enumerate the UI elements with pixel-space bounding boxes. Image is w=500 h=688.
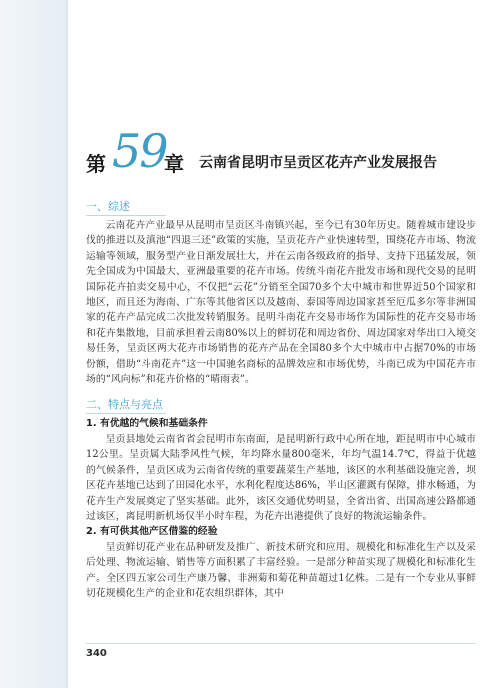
experience-paragraph: 呈贡鲜切花产业在品种研发及推广、新技术研究和应用、规模化和标准化生产以及采后处理、物流运输、销售等方面积累了丰富经验。一是部分种苗实现了规模化和标准化生产。全区四五家公司生产康乃馨、非洲菊和菊花种苗超过1亿株。二是有一个专业从事鲜切花规模化生产的企业和花农组织群体，其中	[86, 541, 476, 599]
chapter-prefix: 第	[86, 152, 106, 176]
section-heading-overview: 一、综述	[86, 198, 166, 216]
chapter-suffix: 章	[164, 152, 184, 176]
chapter-header	[86, 124, 486, 182]
page-side-band	[0, 0, 66, 688]
section-heading-features: 二、特点与亮点	[86, 396, 166, 414]
subsection-heading-climate: 1. 有优越的气候和基础条件	[86, 418, 208, 430]
page-side-band-edge	[66, 0, 68, 688]
page-body	[86, 198, 476, 601]
page-number: 340	[86, 648, 107, 659]
footer-divider	[86, 643, 476, 644]
chapter-number: 59	[112, 124, 167, 178]
subsection-heading-experience: 2. 有可供其他产区借鉴的经验	[86, 526, 218, 538]
climate-paragraph: 呈贡县地处云南省省会昆明市东南面，是昆明新行政中心所在地，距昆明市中心城市12公里。呈贡属大陆季风性气候，年均降水量800毫米，年均气温14.7℃，得益于优越的气候条件，呈贡区成为云南省传统的重要蔬菜生产基地，该区的水利基础设施完善，坝区花卉基地已达到了田园化水平，水利化程度达86%，半山区灌溉有保障，排水畅通，为花卉生产发展奠定了坚实基础。此外，该区交通优势明显，全省出省、出国高速公路都通过该区，离昆明新机场仅半小时车程，为花卉出港提供了良好的物流运输条件。	[86, 433, 476, 522]
overview-paragraph: 云南花卉产业最早从昆明市呈贡区斗南镇兴起，至今已有30年历史。随着城市建设步伐的推进以及滇池“四退三还”政策的实施，呈贡花卉产业快速转型，围绕花卉市场、物流运输等领域，服务型产业日渐发展壮大，并在云南各级政府的指导、支持下迅猛发展，领先全国成为中国最大、亚洲最重要的花卉市场。传统斗南花卉批发市场和现代交易的昆明国际花卉拍卖交易中心，不仅把“云花”分销至全国70多个大中城市和世界近50个国家和地区，而且还为海南、广东等其他省区以及越南、泰国等周边国家甚至厄瓜多尔等非洲国家的花卉产品完成二次批发转销服务。昆明斗南花卉交易市场作为国际性的花卉交易市场和花卉集散地，目前承担着云南80%以上的鲜切花和周边省份、周边国家对华出口入境交易任务，呈贡区两大花卉市场销售的花卉产品在全国80多个大中城市中占据70%的市场份额，借助“斗南花卉”这一中国驰名商标的品牌效应和市场优势，斗南已成为中国花卉市场的“风向标”和花卉价格的“晴雨表”。	[86, 220, 476, 386]
chapter-title: 云南省昆明市呈贡区花卉产业发展报告	[199, 155, 437, 171]
